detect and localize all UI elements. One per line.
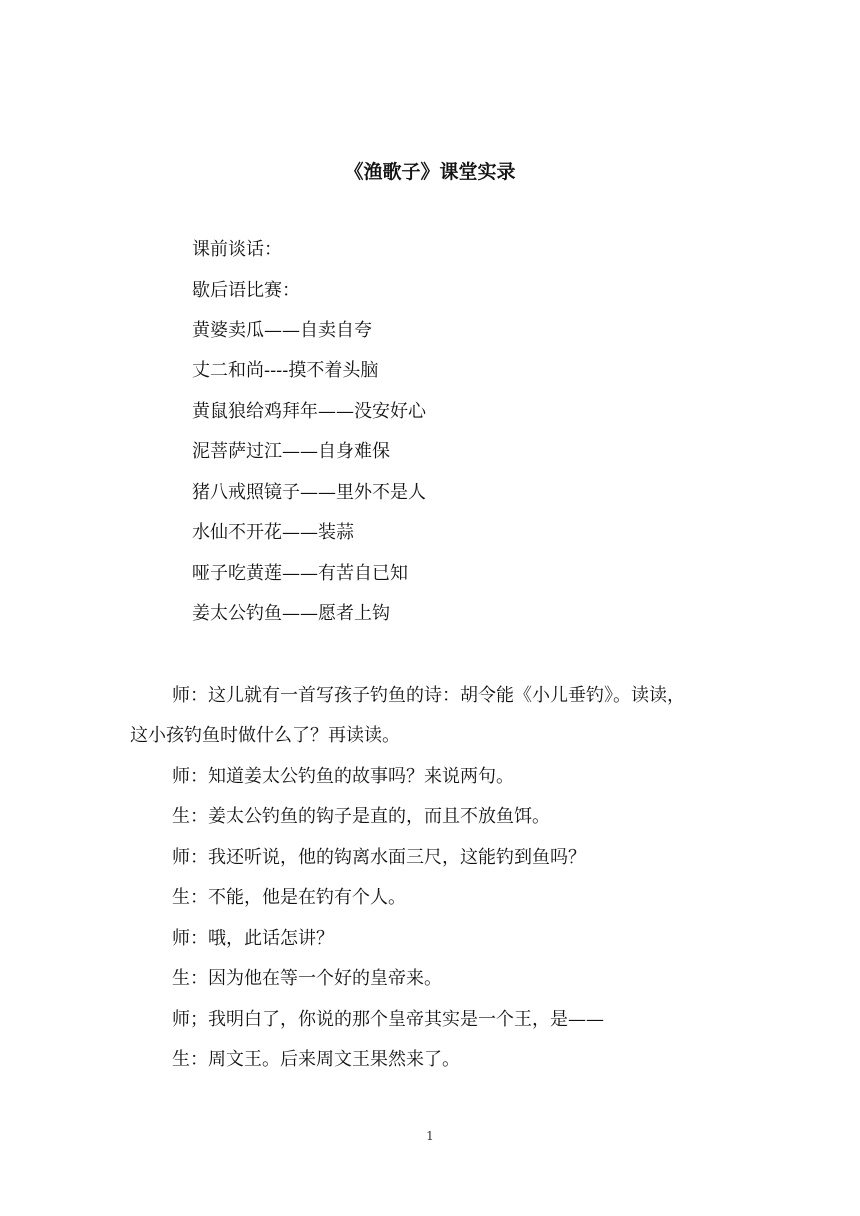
idiom-line: 黄婆卖瓜——自卖自夸 — [192, 320, 372, 341]
dialogue-line: 生：不能，他是在钓有个人。 — [172, 887, 406, 908]
idiom-line: 水仙不开花——装蒜 — [192, 522, 354, 543]
idiom-line: 姜太公钓鱼——愿者上钩 — [192, 603, 390, 624]
idiom-line: 哑子吃黄莲——有苦自已知 — [192, 563, 408, 584]
idiom-line: 猪八戒照镜子——里外不是人 — [192, 482, 426, 503]
dialogue-line: 生：周文王。后来周文王果然来了。 — [172, 1049, 460, 1070]
dialogue-line: 生：姜太公钓鱼的钩子是直的，而且不放鱼饵。 — [172, 806, 550, 827]
page-number: 1 — [426, 1129, 434, 1143]
intro-line: 歇后语比赛： — [192, 280, 300, 301]
dialogue-line: 生：因为他在等一个好的皇帝来。 — [172, 968, 442, 989]
dialogue-paragraph-line: 师：这儿就有一首写孩子钓鱼的诗：胡令能《小儿垂钓》。读读， — [172, 685, 685, 706]
intro-line: 课前谈话： — [192, 239, 282, 260]
idiom-line: 丈二和尚----摸不着头脑 — [192, 360, 379, 381]
dialogue-line: 师：我还听说，他的钩离水面三尺，这能钓到鱼吗？ — [172, 847, 586, 868]
dialogue-paragraph-line: 这小孩钓鱼时做什么了？再读读。 — [130, 725, 400, 746]
document-title: 《渔歌子》课堂实录 — [344, 161, 516, 183]
idiom-line: 泥菩萨过江——自身难保 — [192, 441, 390, 462]
idiom-line: 黄鼠狼给鸡拜年——没安好心 — [192, 401, 426, 422]
dialogue-line: 师：哦，此话怎讲？ — [172, 928, 334, 949]
dialogue-line: 师：知道姜太公钓鱼的故事吗？来说两句。 — [172, 766, 514, 787]
dialogue-line: 师；我明白了，你说的那个皇帝其实是一个王，是—— — [172, 1009, 604, 1030]
